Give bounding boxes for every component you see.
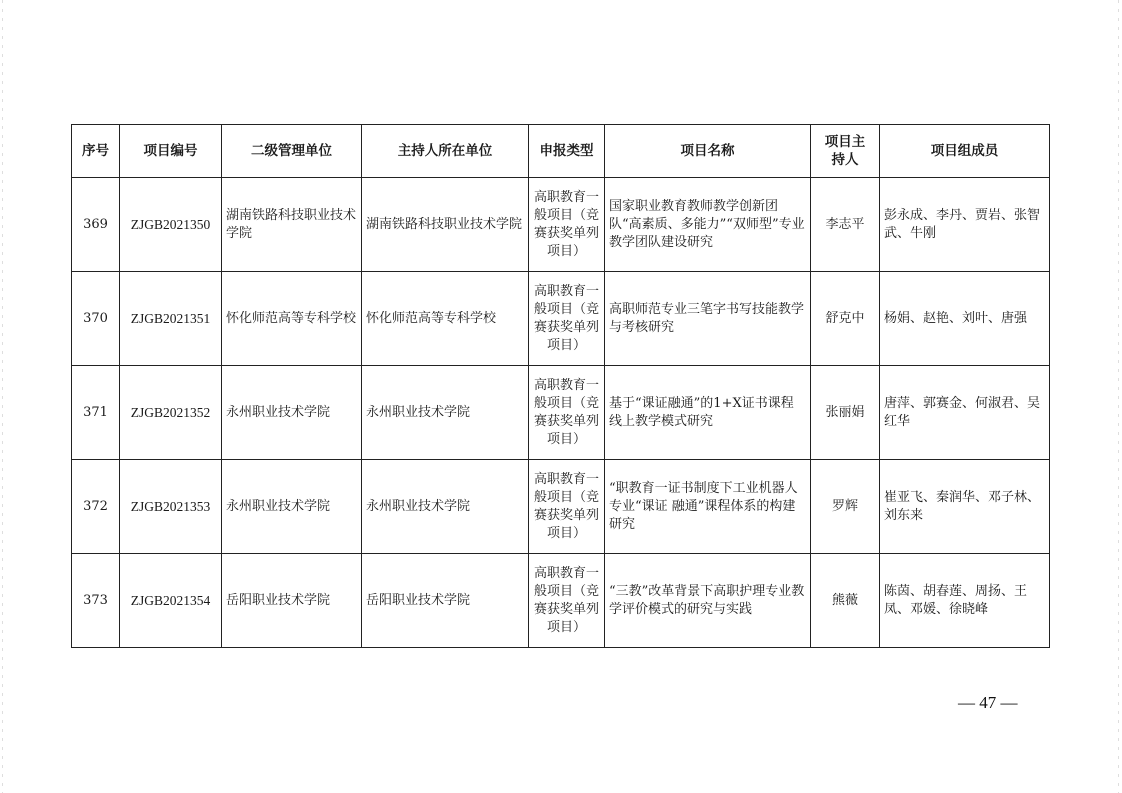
- cell-host-unit: 岳阳职业技术学院: [362, 554, 529, 648]
- cell-admin-unit: 岳阳职业技术学院: [222, 554, 362, 648]
- cell-seq: 369: [72, 178, 120, 272]
- cell-host: 李志平: [811, 178, 880, 272]
- table-row: [72, 554, 1050, 648]
- table-row: [72, 460, 1050, 554]
- cell-seq: 371: [72, 366, 120, 460]
- project-table: [71, 124, 1050, 648]
- cell-name: 高职师范专业三笔字书写技能教学与考核研究: [605, 272, 811, 366]
- cell-name: “三教”改革背景下高职护理专业教学评价模式的研究与实践: [605, 554, 811, 648]
- header-row: [72, 125, 1050, 178]
- cell-seq: 370: [72, 272, 120, 366]
- cell-code: ZJGB2021353: [120, 460, 222, 554]
- cell-members: 杨娟、赵艳、刘叶、唐强: [880, 272, 1050, 366]
- cell-code: ZJGB2021350: [120, 178, 222, 272]
- header-seq: 序号: [72, 125, 120, 178]
- cell-admin-unit: 永州职业技术学院: [222, 366, 362, 460]
- cell-host-unit: 永州职业技术学院: [362, 366, 529, 460]
- header-members: 项目组成员: [880, 125, 1050, 178]
- header-type: 申报类型: [529, 125, 605, 178]
- cell-members: 崔亚飞、秦润华、邓子林、刘东来: [880, 460, 1050, 554]
- table-header: [72, 125, 1050, 178]
- header-admin-unit: 二级管理单位: [222, 125, 362, 178]
- cell-host-unit: 怀化师范高等专科学校: [362, 272, 529, 366]
- cell-host-unit: 永州职业技术学院: [362, 460, 529, 554]
- cell-name: 基于“课证融通”的1+X证书课程线上教学模式研究: [605, 366, 811, 460]
- header-host-unit: 主持人所在单位: [362, 125, 529, 178]
- cell-host: 熊薇: [811, 554, 880, 648]
- header-name: 项目名称: [605, 125, 811, 178]
- cell-host: 罗辉: [811, 460, 880, 554]
- cell-host-unit: 湖南铁路科技职业技术学院: [362, 178, 529, 272]
- table-row: [72, 366, 1050, 460]
- cell-type: 高职教育一般项目（竞赛获奖单列项目）: [529, 460, 605, 554]
- cell-name: “职教育一证书制度下工业机器人专业“课证 融通”课程体系的构建研究: [605, 460, 811, 554]
- header-host: 项目主持人: [811, 125, 880, 178]
- table-body: [72, 178, 1050, 648]
- cell-seq: 373: [72, 554, 120, 648]
- cell-seq: 372: [72, 460, 120, 554]
- cell-type: 高职教育一般项目（竞赛获奖单列项目）: [529, 272, 605, 366]
- cell-admin-unit: 怀化师范高等专科学校: [222, 272, 362, 366]
- cell-admin-unit: 湖南铁路科技职业技术学院: [222, 178, 362, 272]
- cell-type: 高职教育一般项目（竞赛获奖单列项目）: [529, 366, 605, 460]
- cell-admin-unit: 永州职业技术学院: [222, 460, 362, 554]
- cell-code: ZJGB2021354: [120, 554, 222, 648]
- header-code: 项目编号: [120, 125, 222, 178]
- cell-type: 高职教育一般项目（竞赛获奖单列项目）: [529, 554, 605, 648]
- cell-code: ZJGB2021352: [120, 366, 222, 460]
- cell-members: 彭永成、李丹、贾岩、张智武、牛刚: [880, 178, 1050, 272]
- cell-host: 张丽娟: [811, 366, 880, 460]
- cell-members: 唐萍、郭赛金、何淑君、吴红华: [880, 366, 1050, 460]
- cell-host: 舒克中: [811, 272, 880, 366]
- scan-edge-left: [2, 0, 3, 793]
- table-row: [72, 178, 1050, 272]
- table-row: [72, 272, 1050, 366]
- page-number: — 47 —: [958, 693, 1018, 712]
- cell-name: 国家职业教育教师教学创新团队“高素质、多能力”“双师型”专业教学团队建设研究: [605, 178, 811, 272]
- scan-edge-right: [1118, 0, 1119, 793]
- cell-members: 陈茵、胡春莲、周扬、王凤、邓媛、徐晓峰: [880, 554, 1050, 648]
- cell-code: ZJGB2021351: [120, 272, 222, 366]
- cell-type: 高职教育一般项目（竞赛获奖单列项目）: [529, 178, 605, 272]
